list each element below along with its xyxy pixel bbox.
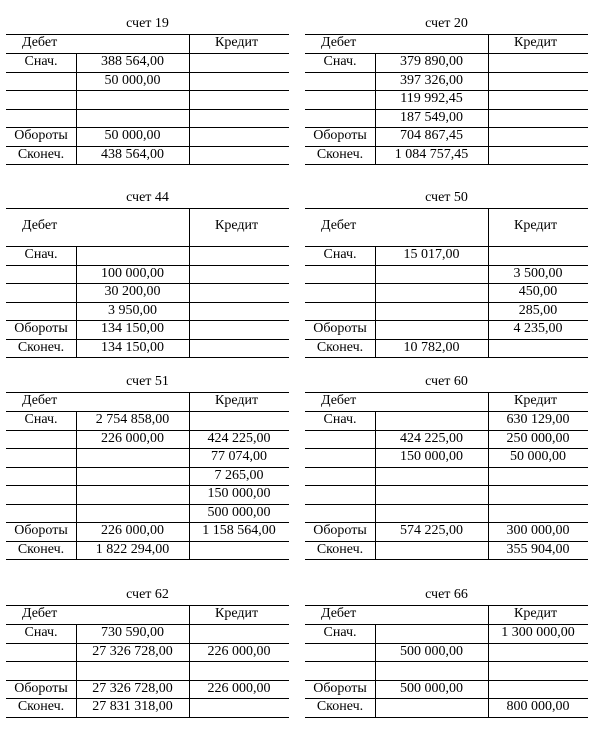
debit-value: 187 549,00 <box>400 109 463 125</box>
credit-value: 285,00 <box>518 302 558 318</box>
debit-value: 27 326 728,00 <box>92 680 173 696</box>
ledger-row <box>6 265 289 284</box>
column-divider <box>375 53 376 164</box>
header-row <box>305 34 588 53</box>
credit-value: 355 904,00 <box>506 541 570 557</box>
debit-value: 10 782,00 <box>403 339 460 355</box>
column-divider <box>76 53 77 164</box>
account-title: счет 19 <box>126 16 169 31</box>
debit-value: 379 890,00 <box>400 54 463 69</box>
debit-value: 134 150,00 <box>101 321 164 336</box>
credit-value: 7 265,00 <box>214 467 264 483</box>
ledger-row <box>305 246 588 265</box>
ledger-row <box>6 643 289 662</box>
header-row <box>305 605 588 624</box>
credit-value: 630 129,00 <box>506 412 570 427</box>
debit-value: 50 000,00 <box>104 128 161 143</box>
ledger-row <box>6 411 289 430</box>
debit-header: Дебет <box>22 218 58 233</box>
ledger-row <box>6 698 289 717</box>
debit-header: Дебет <box>321 392 357 408</box>
credit-value: 50 000,00 <box>510 449 566 464</box>
row-label: Снач. <box>24 54 58 69</box>
row-label: Обороты <box>14 128 68 143</box>
debit-value: 388 564,00 <box>101 54 164 69</box>
row-label: Обороты <box>313 128 367 143</box>
ledger-row <box>305 127 588 146</box>
ledger-row <box>6 485 289 504</box>
row-line <box>305 717 588 718</box>
debit-value: 730 590,00 <box>101 625 164 640</box>
debit-header: Дебет <box>321 34 357 50</box>
row-line <box>305 357 588 358</box>
header-row <box>6 208 289 246</box>
column-divider <box>189 605 190 717</box>
credit-header: Кредит <box>514 218 558 233</box>
debit-value: 438 564,00 <box>101 146 164 162</box>
row-line <box>6 164 289 165</box>
row-label: Сконеч. <box>316 541 364 557</box>
ledger-row <box>6 146 289 165</box>
row-label: Снач. <box>24 625 58 640</box>
debit-value: 3 950,00 <box>108 302 157 318</box>
ledger-row <box>6 680 289 699</box>
credit-header: Кредит <box>215 218 259 233</box>
column-divider <box>488 34 489 164</box>
debit-value: 704 867,45 <box>400 128 463 143</box>
row-label: Сконеч. <box>17 146 65 162</box>
row-label: Сконеч. <box>316 339 364 355</box>
ledger-row <box>305 643 588 662</box>
debit-value: 27 326 728,00 <box>92 643 173 659</box>
row-line <box>6 357 289 358</box>
ledger-row <box>305 504 588 523</box>
credit-value: 424 225,00 <box>207 430 271 446</box>
credit-value: 450,00 <box>518 284 558 299</box>
header-row <box>305 392 588 411</box>
ledger-row <box>305 624 588 643</box>
row-label: Обороты <box>313 523 367 538</box>
debit-value: 500 000,00 <box>400 680 463 696</box>
header-row <box>6 34 289 53</box>
ledger-row <box>6 302 289 321</box>
ledger-row <box>6 504 289 523</box>
row-label: Снач. <box>323 625 357 640</box>
debit-value: 119 992,45 <box>400 91 463 106</box>
ledger-row <box>6 624 289 643</box>
ledger-row <box>6 467 289 486</box>
account-title: счет 44 <box>126 190 169 205</box>
debit-header: Дебет <box>22 34 58 50</box>
debit-value: 226 000,00 <box>101 523 164 538</box>
debit-value: 2 754 858,00 <box>95 412 170 427</box>
row-label: Обороты <box>313 680 367 696</box>
credit-value: 226 000,00 <box>207 643 271 659</box>
credit-value: 300 000,00 <box>506 523 570 538</box>
ledger-row <box>6 320 289 339</box>
ledger-row <box>6 53 289 72</box>
row-label: Снач. <box>323 412 357 427</box>
ledger-row <box>305 522 588 541</box>
ledger-row <box>6 541 289 560</box>
ledger-row <box>305 680 588 699</box>
column-divider <box>189 34 190 164</box>
column-divider <box>189 208 190 357</box>
account-title: счет 62 <box>126 587 169 602</box>
credit-value: 150 000,00 <box>207 486 271 501</box>
column-divider <box>375 411 376 559</box>
ledger-row <box>305 265 588 284</box>
ledger-row <box>305 146 588 165</box>
header-row <box>6 392 289 411</box>
ledger-row <box>305 698 588 717</box>
ledger-row <box>305 53 588 72</box>
debit-value: 15 017,00 <box>403 247 460 262</box>
row-label: Снач. <box>24 412 58 427</box>
row-line <box>6 559 289 560</box>
account-title: счет 20 <box>425 16 468 31</box>
debit-value: 226 000,00 <box>101 430 164 446</box>
credit-header: Кредит <box>215 605 259 621</box>
column-divider <box>76 411 77 559</box>
ledger-row <box>6 246 289 265</box>
row-label: Сконеч. <box>17 339 65 355</box>
ledger-row <box>6 127 289 146</box>
ledger-row <box>6 72 289 91</box>
debit-value: 1 822 294,00 <box>95 541 170 557</box>
column-divider <box>488 208 489 357</box>
column-divider <box>76 246 77 357</box>
debit-value: 150 000,00 <box>400 449 463 464</box>
column-divider <box>189 392 190 559</box>
debit-value: 30 200,00 <box>104 284 161 299</box>
ledger-row <box>305 448 588 467</box>
debit-value: 134 150,00 <box>101 339 164 355</box>
credit-value: 4 235,00 <box>513 321 563 336</box>
debit-header: Дебет <box>22 605 58 621</box>
ledger-row <box>6 109 289 128</box>
column-divider <box>488 392 489 559</box>
ledger-row <box>305 109 588 128</box>
credit-value: 250 000,00 <box>506 430 570 446</box>
debit-header: Дебет <box>321 218 357 233</box>
row-label: Сконеч. <box>316 146 364 162</box>
credit-header: Кредит <box>514 392 558 408</box>
ledger-row <box>305 411 588 430</box>
ledger-row <box>6 283 289 302</box>
ledger-row <box>6 522 289 541</box>
ledger-row <box>305 661 588 680</box>
row-line <box>305 559 588 560</box>
credit-header: Кредит <box>215 392 259 408</box>
row-label: Снач. <box>24 247 58 262</box>
credit-header: Кредит <box>215 34 259 50</box>
debit-value: 500 000,00 <box>400 643 463 659</box>
credit-value: 500 000,00 <box>207 504 271 520</box>
row-label: Обороты <box>14 523 68 538</box>
debit-header: Дебет <box>321 605 357 621</box>
account-title: счет 51 <box>126 374 169 389</box>
row-label: Сконеч. <box>316 699 364 714</box>
credit-value: 3 500,00 <box>513 265 563 281</box>
ledger-row <box>6 430 289 449</box>
row-label: Обороты <box>313 321 367 336</box>
credit-header: Кредит <box>514 605 558 621</box>
account-title: счет 50 <box>425 190 468 205</box>
ledger-row <box>305 320 588 339</box>
credit-header: Кредит <box>514 34 558 50</box>
ledger-row <box>305 283 588 302</box>
debit-value: 27 831 318,00 <box>92 699 173 714</box>
debit-value: 100 000,00 <box>101 265 164 281</box>
header-row <box>6 605 289 624</box>
credit-value: 1 158 564,00 <box>202 523 276 538</box>
ledger-row <box>305 541 588 560</box>
row-line <box>305 164 588 165</box>
column-divider <box>375 624 376 717</box>
column-divider <box>375 246 376 357</box>
debit-value: 397 326,00 <box>400 72 463 88</box>
account-title: счет 60 <box>425 374 468 389</box>
ledger-row <box>305 339 588 358</box>
row-label: Обороты <box>14 680 68 696</box>
debit-header: Дебет <box>22 392 58 408</box>
debit-value: 574 225,00 <box>400 523 463 538</box>
row-label: Снач. <box>323 247 357 262</box>
column-divider <box>76 624 77 717</box>
header-row <box>305 208 588 246</box>
ledger-row <box>6 339 289 358</box>
credit-value: 77 074,00 <box>211 449 267 464</box>
credit-value: 226 000,00 <box>207 680 271 696</box>
ledger-row <box>305 90 588 109</box>
row-label: Сконеч. <box>17 541 65 557</box>
account-title: счет 66 <box>425 587 468 602</box>
debit-value: 1 084 757,45 <box>394 146 469 162</box>
row-label: Обороты <box>14 321 68 336</box>
row-label: Снач. <box>323 54 357 69</box>
debit-value: 424 225,00 <box>400 430 463 446</box>
ledger-row <box>305 430 588 449</box>
column-divider <box>488 605 489 717</box>
credit-value: 1 300 000,00 <box>501 625 575 640</box>
row-label: Сконеч. <box>17 699 65 714</box>
ledger-row <box>305 72 588 91</box>
debit-value: 50 000,00 <box>104 72 161 88</box>
ledger-row <box>6 90 289 109</box>
row-line <box>6 717 289 718</box>
ledger-row <box>6 661 289 680</box>
ledger-row <box>305 485 588 504</box>
credit-value: 800 000,00 <box>506 699 570 714</box>
ledger-row <box>6 448 289 467</box>
ledger-row <box>305 467 588 486</box>
ledger-row <box>305 302 588 321</box>
